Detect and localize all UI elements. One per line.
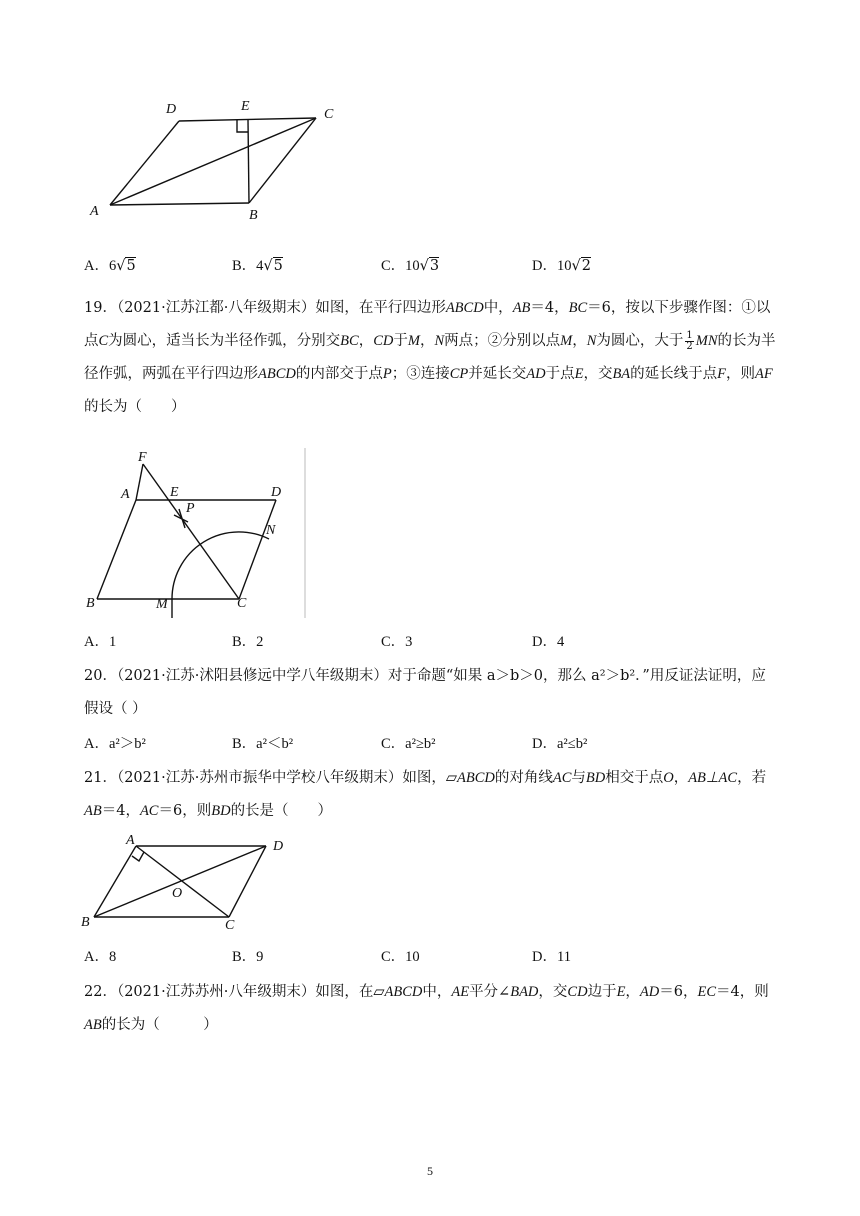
q18-choice-b[interactable]: B．4√5 xyxy=(232,258,283,274)
q18-label-C: C xyxy=(324,107,334,122)
q21-choice-c[interactable]: C．10 xyxy=(381,949,420,965)
fraction-one-half: $\frac{1}{2}$ xyxy=(686,329,693,352)
q20-choices xyxy=(84,732,784,756)
q19-label-E: E xyxy=(170,485,179,500)
q19-choice-a[interactable]: A．1 xyxy=(84,634,117,650)
q19-label-A: A xyxy=(121,487,130,502)
q18-label-E: E xyxy=(241,99,250,114)
q18-label-B: B xyxy=(249,208,258,223)
q18-choices xyxy=(84,254,784,278)
q21-choices xyxy=(84,945,784,969)
q21-label-O: O xyxy=(172,886,183,901)
q21-choice-b[interactable]: B．9 xyxy=(232,949,264,965)
page-number: 5 xyxy=(427,1164,433,1178)
q19-choice-c[interactable]: C．3 xyxy=(381,634,413,650)
q18-label-D: D xyxy=(166,102,177,117)
q18-figure xyxy=(84,94,354,229)
q19-choice-b[interactable]: B．2 xyxy=(232,634,264,650)
q19-label-C: C xyxy=(237,596,247,611)
q18-choice-d[interactable]: D．10√2 xyxy=(532,258,591,274)
q19-choices xyxy=(84,630,784,654)
q20-choice-d[interactable]: D．a²≤b² xyxy=(532,736,588,752)
q21-choice-a[interactable]: A．8 xyxy=(84,949,117,965)
q19-choice-d[interactable]: D．4 xyxy=(532,634,565,650)
q20-question: 20．（2021·江苏·沭阳县修远中学八年级期末）对于命题“如果 a＞b＞0，那么 a²＞b²．”用反证法证明，应假设（ ） xyxy=(84,668,766,717)
q21-figure xyxy=(78,834,298,930)
q19-label-B: B xyxy=(86,596,95,611)
q21-question: 21．（2021·江苏·苏州市振华中学校八年级期末）如图，▱ABCD的对角线AC与BD相交于点O，AB⊥AC，若AB＝4，AC＝6，则BD的长是（ ） xyxy=(84,770,767,819)
q21-label-B: B xyxy=(81,915,90,930)
q19-question: 19．（2021·江苏江都·八年级期末）如图，在平行四边形ABCD中，AB＝4，BC＝6，按以下步骤作图：①以点C为圆心，适当长为半径作弧，分别交BC，CD于M，N两点；②分别以点M，N为圆心，大于 $\frac{1}{2}$ MN的长为半径作弧，两弧在平行四边形ABCD的内部交于点P；③连接CP并延长交AD于点E，交BA的延长线于点F，则AF的长为（ ） xyxy=(84,300,776,415)
q20-choice-c[interactable]: C．a²≥b² xyxy=(381,736,436,752)
q18-choice-c[interactable]: C．10√3 xyxy=(381,258,440,274)
q18-label-A: A xyxy=(90,204,99,219)
q18-choice-a[interactable]: A．6√5 xyxy=(84,258,136,274)
q21-choice-d[interactable]: D．11 xyxy=(532,949,571,965)
q19-label-N: N xyxy=(266,523,276,538)
q21-label-D: D xyxy=(273,839,284,854)
q20-choice-b[interactable]: B．a²＜b² xyxy=(232,736,294,752)
q19-label-P: P xyxy=(186,501,195,516)
q19-figure xyxy=(84,446,309,621)
q19-label-F: F xyxy=(138,450,147,465)
q19-label-D: D xyxy=(271,485,282,500)
q21-label-C: C xyxy=(225,918,235,930)
q20-choice-a[interactable]: A．a²＞b² xyxy=(84,736,146,752)
q22-question: 22．（2021·江苏苏州·八年级期末）如图，在▱ABCD中，AE平分∠BAD，交CD边于E，AD＝6，EC＝4，则AB的长为（ ） xyxy=(84,984,769,1033)
q21-label-A: A xyxy=(126,834,135,848)
q19-label-M: M xyxy=(156,597,168,612)
